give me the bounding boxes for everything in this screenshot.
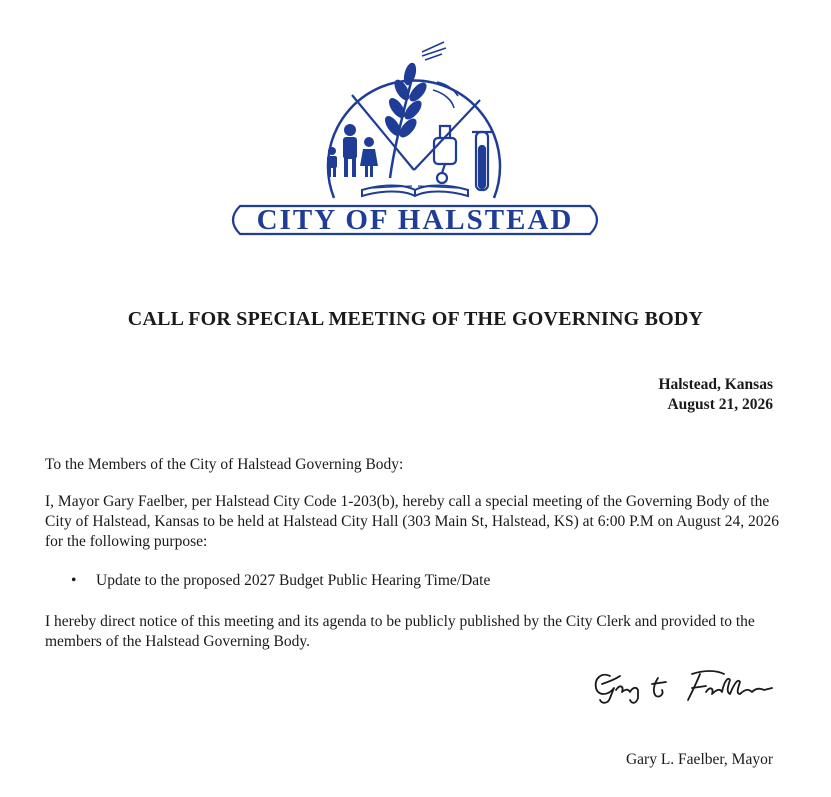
purpose-list (68, 571, 490, 591)
notice-paragraph: I hereby direct notice of this meeting and its agenda to be publicly published by the City Clerk and provided to the members of the Halstead Governing Body. (45, 613, 755, 650)
open-book-icon (362, 186, 468, 197)
bullet-icon: • (71, 572, 77, 589)
wheat-icon (383, 42, 458, 178)
place-date-block (658, 375, 773, 415)
medical-icon (434, 126, 492, 190)
place: Halstead, Kansas (658, 376, 773, 393)
logo-title: CITY OF HALSTEAD (256, 204, 574, 236)
city-seal-logo (222, 38, 608, 238)
purpose-item-text: Update to the proposed 2027 Budget Public Hearing Time/Date (96, 572, 491, 589)
document-title: CALL FOR SPECIAL MEETING OF THE GOVERNING BODY (127, 308, 704, 330)
purpose-item (68, 571, 490, 591)
salutation: To the Members of the City of Halstead Governing Body: (45, 456, 404, 473)
date: August 21, 2026 (667, 396, 773, 413)
meeting-call-paragraph: I, Mayor Gary Faelber, per Halstead City Code 1-203(b), hereby call a special meeting of the Governing Body of the City of Halstead, Kansas to be held at Halstead City Hall (303 Main St, Halstead, KS) at 6:00 P.M on August 24, 2026 for the following purpose: (45, 493, 780, 550)
handwritten-signature (588, 662, 788, 712)
signer-name: Gary L. Faelber, Mayor (625, 751, 773, 768)
